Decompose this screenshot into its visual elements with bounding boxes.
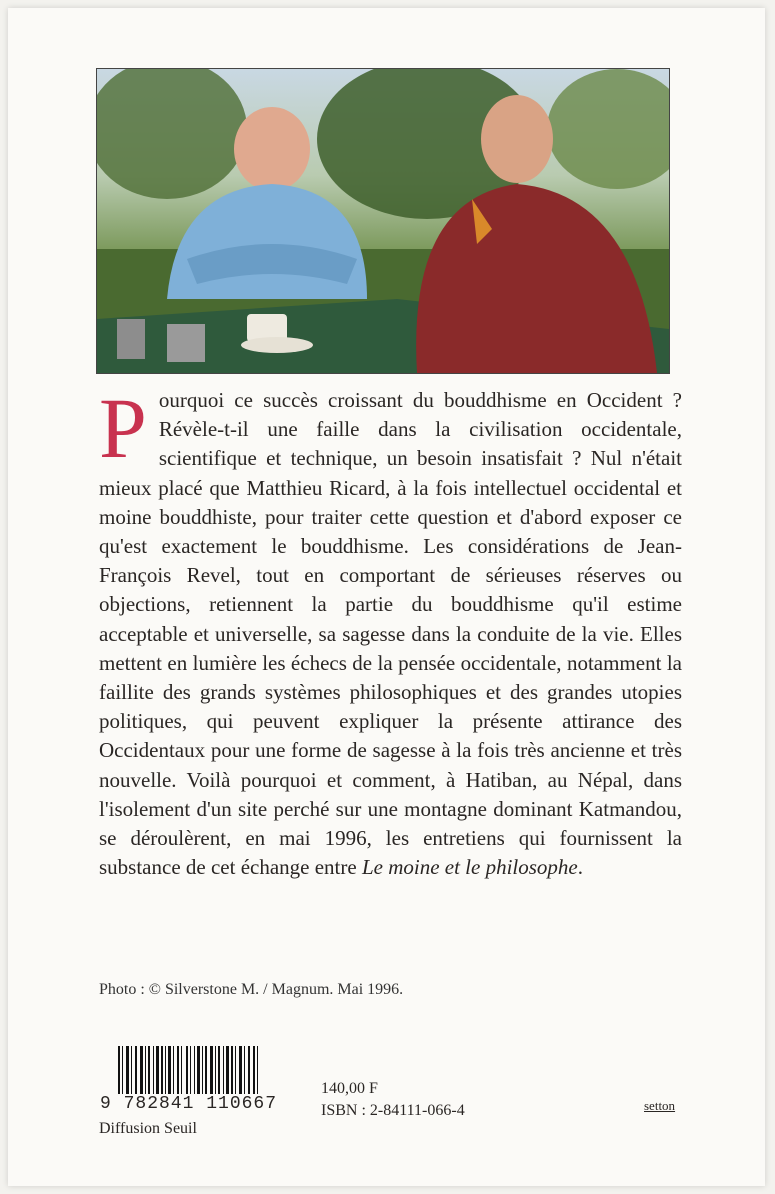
distribution-label: Diffusion Seuil (99, 1120, 197, 1137)
price: 140,00 F (321, 1080, 378, 1097)
book-back-cover (8, 8, 765, 1186)
back-cover-blurb (99, 380, 682, 882)
designer-credit: setton (644, 1098, 676, 1113)
isbn: ISBN : 2-84111-066-4 (321, 1102, 465, 1119)
blurb-end: . (577, 855, 583, 880)
barcode-number: 9 782841 110667 (100, 1094, 278, 1114)
drop-cap: P (99, 380, 147, 476)
book-title: Le moine et le philosophe (361, 855, 578, 880)
price-isbn-block (321, 1078, 465, 1122)
blurb-text: ourquoi ce succès croissant du bouddhisme en Occident ? Révèle-t-il une faille dans la civilisation occidentale, scientifique et technique, un besoin insatisfait ? Nul n'était mieux placé que Matthieu Ricard, à la fois intellectuel occidental et moine bouddhiste, pour traiter cette question et d'abord exposer ce qu'est exactement le bouddhisme. Les considérations de Jean-François Revel, tout en comportant de sérieuses réserves ou objections, retiennent la partie du bouddhisme qu'il estime acceptable et universelle, sa sagesse dans la conduite de la vie. Elles mettent en lumière les échecs de la pensée occidentale, notamment la faillite des grands systèmes philosophiques et des grandes utopies politiques, qui peuvent expliquer la présente attirance des Occidentaux pour une forme de sagesse à la fois très ancienne et très nouvelle. Voilà pourquoi et comment, à Hatiban, au Népal, dans l'isolement d'un site perché sur une montagne dominant Katmandou, se déroulèrent, en mai 1996, les entretiens qui fournissent la substance de cet échange entre (99, 388, 682, 880)
cover-photo-illustration (97, 69, 669, 373)
cover-photo (96, 68, 670, 374)
photo-credit: Photo : © Silverstone M. / Magnum. Mai 1996. (99, 981, 404, 998)
